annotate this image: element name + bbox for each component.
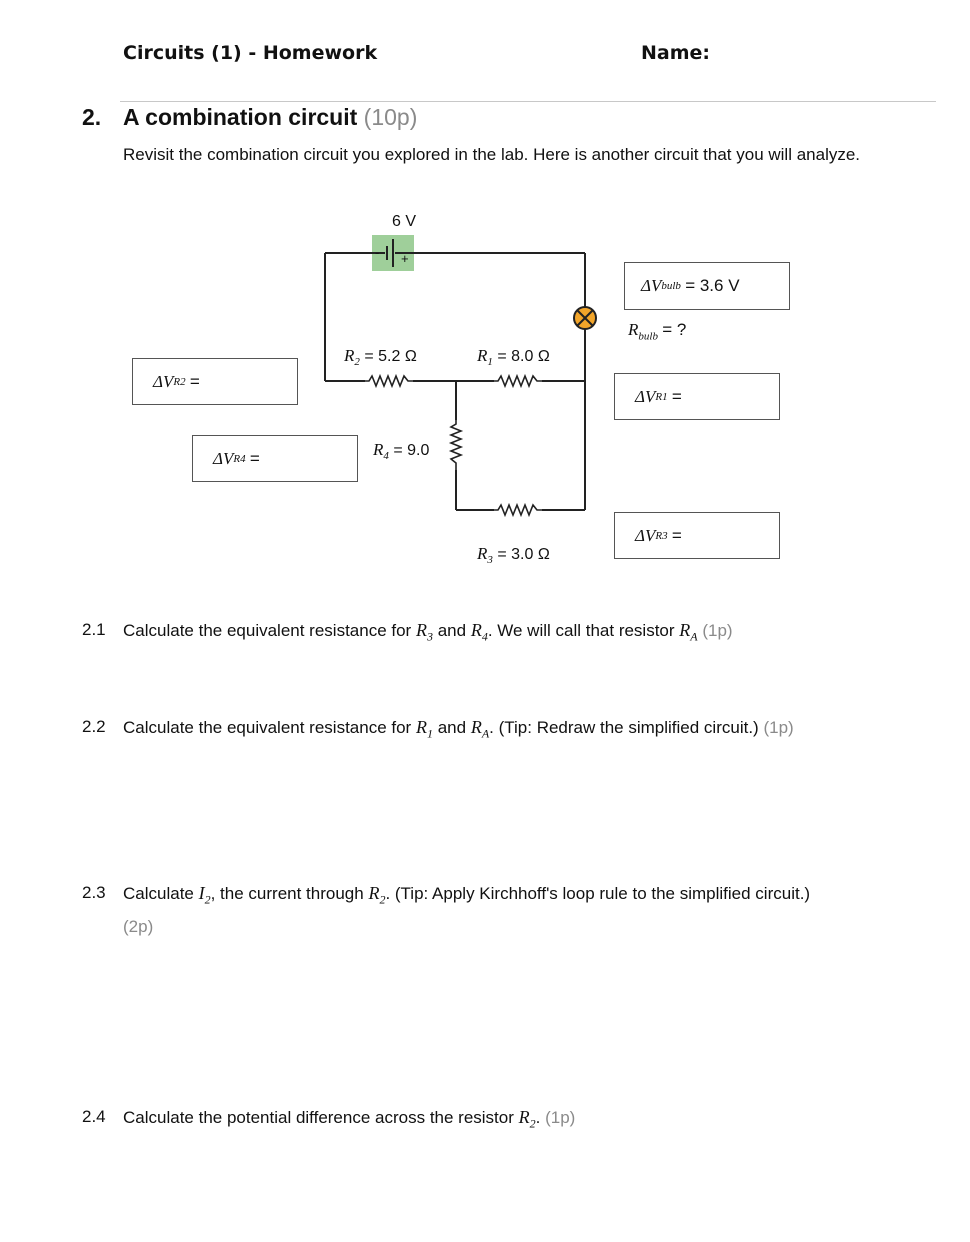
bulb-resistance-label: $R_{bulb}$ = ? <box>628 320 687 343</box>
vr1-box[interactable]: ΔV R1 = <box>614 373 780 420</box>
resistor-r3-zigzag <box>494 505 542 515</box>
question-2-3: Calculate $I_2$, the current through $R_2$. (Tip: Apply Kirchhoff's loop rule to the simplified circuit.) (2p) <box>123 883 811 937</box>
battery-voltage: 6 V <box>392 213 417 230</box>
question-number: 2.3 <box>82 883 106 902</box>
section-points: (10p) <box>363 104 418 130</box>
question-number: 2.2 <box>82 717 106 736</box>
vr2-box[interactable]: ΔV R2 = <box>132 358 298 405</box>
question-2-1: Calculate the equivalent resistance for $R_3$ and $R_4$. We will call that resistor $R_A$ (1p) <box>123 620 733 644</box>
section-number: 2. <box>82 104 102 130</box>
battery-minus-sign: - <box>375 245 380 260</box>
r3-label: $R_3 = 3.0$ Ω <box>477 544 550 567</box>
r1-label: $R_1 = 8.0$ Ω <box>477 346 550 369</box>
question-2-2: Calculate the equivalent resistance for $R_1$ and $R_A$. (Tip: Redraw the simplified circuit.) (1p) <box>123 717 794 741</box>
resistor-r4-zigzag <box>451 420 461 470</box>
battery-plus-sign: + <box>401 251 409 266</box>
vr4-box[interactable]: ΔV R4 = <box>192 435 358 482</box>
resistor-r1-zigzag <box>494 376 542 386</box>
name-label: Name: <box>641 42 711 64</box>
r4-label: $R_4 = 9.0$ <box>373 440 430 463</box>
r2-label: $R_2 = 5.2$ Ω <box>344 346 417 369</box>
question-number: 2.4 <box>82 1107 106 1126</box>
vr3-box[interactable]: ΔV R3 = <box>614 512 780 559</box>
document-title: Circuits (1) - Homework <box>123 42 378 64</box>
section-title-text: A combination circuit <box>123 104 358 130</box>
question-number: 2.1 <box>82 620 106 639</box>
bulb-voltage-box: ΔV bulb = 3.6 V <box>624 262 790 310</box>
question-2-4: Calculate the potential difference across the resistor $R_2$. (1p) <box>123 1107 576 1131</box>
section-intro: Revisit the combination circuit you explored in the lab. Here is another circuit that you will analyze. <box>123 145 861 164</box>
resistor-r2-zigzag <box>365 376 413 386</box>
